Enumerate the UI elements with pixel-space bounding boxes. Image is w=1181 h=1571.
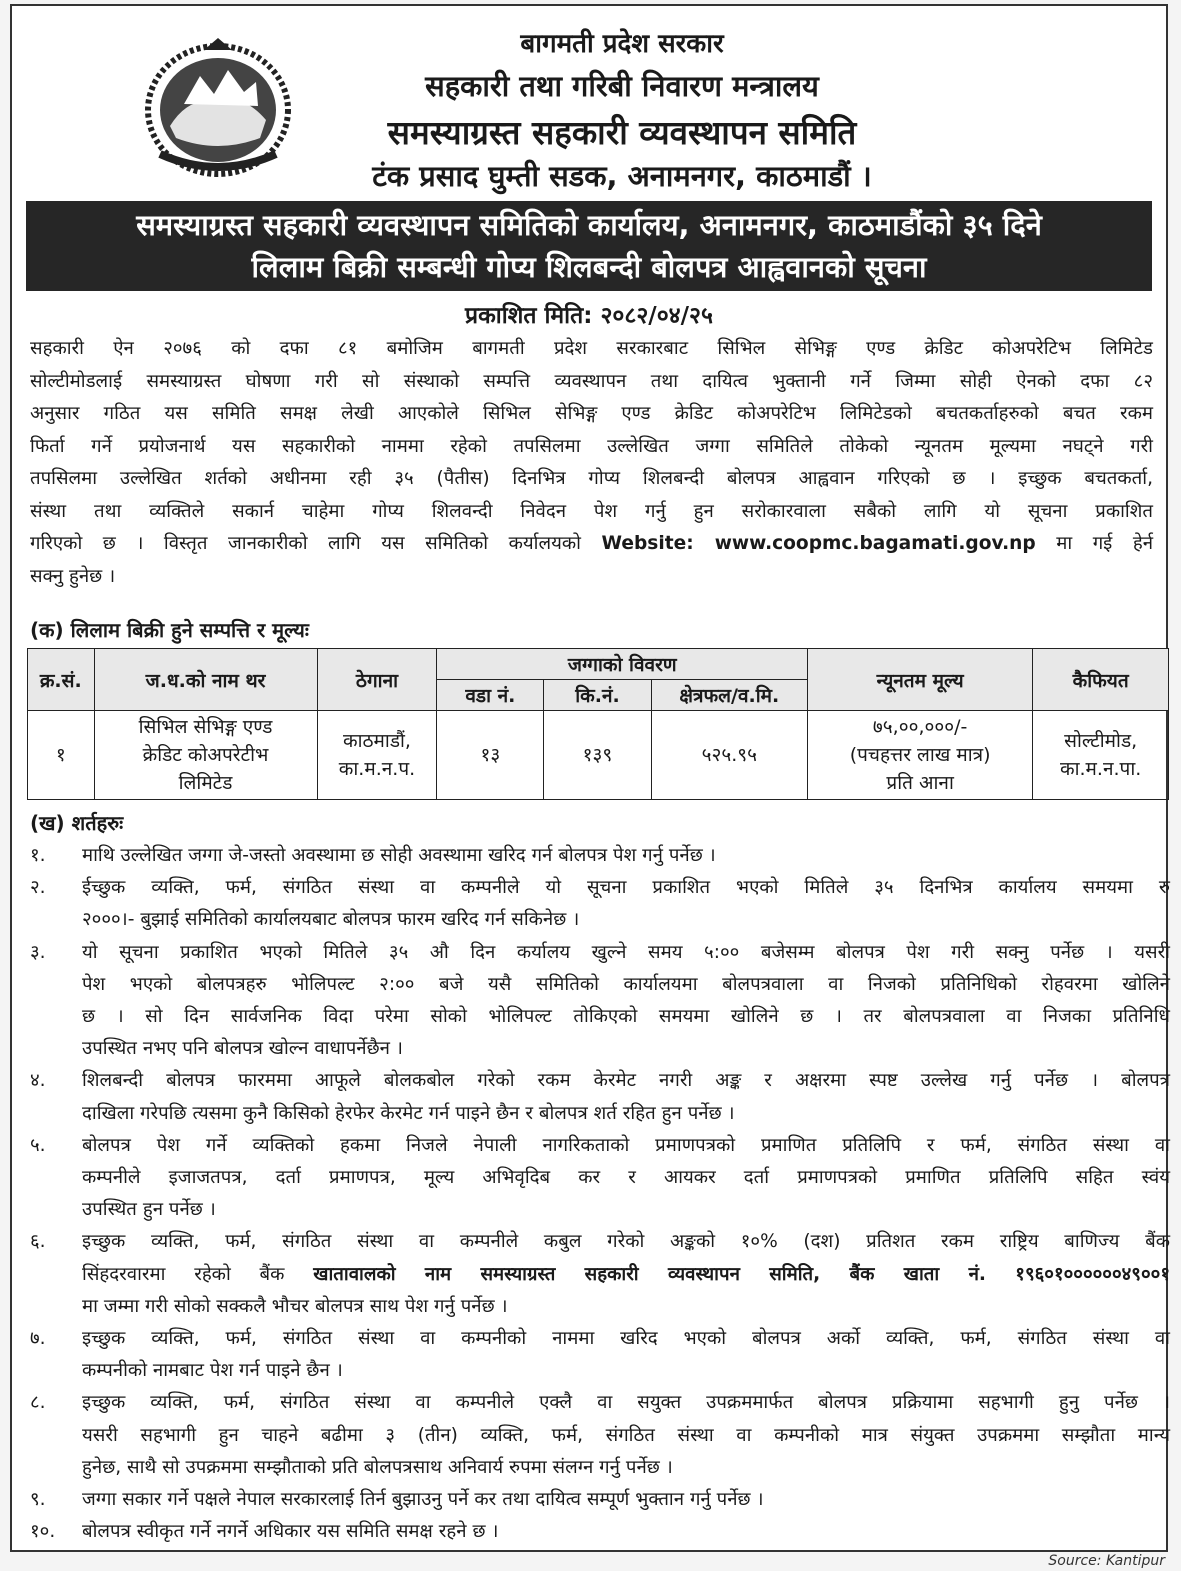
header-ministry: सहकारी तथा गरिबी निवारण मन्त्रालय xyxy=(425,69,819,103)
condition-text: सिंहदरवारमा रहेको बैंक xyxy=(82,1263,285,1285)
intro-paragraph xyxy=(30,333,1153,593)
condition-line: पेश भएको बोलपत्रहरु भोलिपल्ट २:०० बजे यसै समितिको कार्यालयमा बोलपत्रवाला वा निजको प्रतिनिधिको रोहवरमा खोलिने xyxy=(82,973,1170,995)
section-b-title: (ख) शर्तहरुः xyxy=(30,811,124,835)
condition-line: जग्गा सकार गर्ने पक्षले नेपाल सरकारलाई तिर्न बुझाउनु पर्ने कर तथा दायित्व सम्पूर्ण भुक्तान गर्नु पर्नेछ । xyxy=(82,1489,764,1511)
intro-line: फिर्ता गर्ने प्रयोजनार्थ यस सहकारीको नाममा रहेको तपसिलमा उल्लेखित जग्गा समितिले तोकेको न्यूनतम मूल्यमा नघट्ने गरी xyxy=(30,435,1153,457)
intro-line xyxy=(30,528,1153,561)
price-line: प्रति आना xyxy=(886,772,954,794)
cell-owner xyxy=(94,711,317,800)
intro-text: गरिएको छ । विस्तृत जानकारीको लागि यस समितिको कर्यालयको xyxy=(30,533,581,554)
section-a-title: (क) लिलाम बिक्री हुने सम्पत्ति र मूल्यः xyxy=(30,618,309,642)
list-item xyxy=(30,1065,1170,1129)
cell-area: ५२५.९५ xyxy=(651,711,807,800)
property-table xyxy=(27,648,1169,800)
list-item xyxy=(30,1323,1170,1387)
condition-line: मा जम्मा गरी सोको सक्कलै भौचर बोलपत्र साथ पेश गर्नु पर्नेछ । xyxy=(82,1295,508,1317)
th-kitta: कि.नं. xyxy=(544,680,651,711)
list-item xyxy=(30,1387,1170,1484)
address-line: का.म.न.प. xyxy=(338,758,416,780)
condition-line: कम्पनीले इजाजतपत्र, दर्ता प्रमाणपत्र, मूल्य अभिवृदिब कर र आयकर दर्ता प्रमाणपत्रको प्रमाणित प्रतिलिपि सहित स्वंय xyxy=(82,1167,1170,1189)
cell-ward: १३ xyxy=(437,711,544,800)
list-item xyxy=(30,840,1170,872)
cell-address xyxy=(317,711,437,800)
price-line: ७५,००,०००/- xyxy=(872,716,968,738)
condition-line: यो सूचना प्रकाशित भएको मितिले ३५ औ दिन कर्यालय खुल्ने समय ५:०० बजेसम्म बोलपत्र पेश गरी सक्नु पर्नेछ । यसरी xyxy=(82,941,1170,963)
bank-account-details: खातावालको नाम समस्याग्रस्त सहकारी व्यवस्थापन समिति, बैंक खाता नं. १९६०१००००००४९००१ xyxy=(313,1263,1170,1285)
th-area: क्षेत्रफल/व.मि. xyxy=(651,680,807,711)
condition-line: छ । सो दिन सार्वजनिक विदा परेमा सोको भोलिपल्ट तोकिएको समयमा खोलिने छ । तर बोलपत्रवाला वा निजका प्रतिनिधि xyxy=(82,1006,1170,1028)
owner-line: क्रेडिट कोअपरेटीभ xyxy=(142,744,269,766)
header-province: बागमती प्रदेश सरकार xyxy=(520,29,724,59)
condition-line: उपस्थित नभए पनि बोलपत्र खोल्न वाधापर्नेछैन । xyxy=(82,1038,403,1060)
source-credit: Source: Kantipur xyxy=(1048,1553,1165,1569)
conditions-list xyxy=(30,840,1170,1548)
cell-remarks xyxy=(1033,711,1169,800)
header-committee: समस्याग्रस्त सहकारी व्यवस्थापन समिति xyxy=(387,113,857,152)
remarks-line: का.म.न.पा. xyxy=(1060,758,1142,780)
condition-line: कम्पनीको नामबाट पेश गर्न पाइने छैन । xyxy=(82,1360,343,1382)
banner-line-2: लिलाम बिक्री सम्बन्धी गोप्य शिलबन्दी बोलपत्र आह्ववानको सूचना xyxy=(251,250,927,284)
condition-line: माथि उल्लेखित जग्गा जे-जस्तो अवस्थामा छ सोही अवस्थामा खरिद गर्न बोलपत्र पेश गर्नु पर्नेछ । xyxy=(82,845,716,866)
intro-line: सक्नु हुनेछ । xyxy=(30,565,116,587)
condition-line: बोलपत्र स्वीकृत गर्ने नगर्ने अधिकार यस समिति समक्ष रहने छ । xyxy=(82,1521,499,1543)
list-item xyxy=(30,1130,1170,1227)
banner-line-1: समस्याग्रस्त सहकारी व्यवस्थापन समितिको कार्यालय, अनामनगर, काठमाडौंको ३५ दिने xyxy=(136,208,1042,242)
cell-kitta: १३९ xyxy=(544,711,651,800)
published-date: प्रकाशित मिति: २०८२/०४/२५ xyxy=(465,303,713,329)
condition-line: यसरी सहभागी हुन चाहने बढीमा ३ (तीन) व्यक्ति, फर्म, संगठित संस्था वा कम्पनीको मात्र संयुक्त उपक्रममा सम्झौता मान्य xyxy=(82,1424,1170,1446)
condition-line: बोलपत्र पेश गर्ने व्यक्तिको हकमा निजले नेपाली नागरिकताको प्रमाणपत्रको प्रमाणित प्रतिलिपि र फर्म, संगठित संस्था वा xyxy=(82,1134,1170,1156)
list-item xyxy=(30,872,1170,936)
condition-line: २०००।- बुझाई समितिको कार्यालयबाट बोलपत्र फारम खरिद गर्न सकिनेछ । xyxy=(82,909,580,931)
condition-number: १०. xyxy=(30,1521,56,1543)
intro-line: संस्था तथा व्यक्तिले सकार्न चाहेमा गोप्य शिलवन्दी निवेदन पेश गर्नु हुन सरोकारवाला सबैको लागि यो सूचना प्रकाशित xyxy=(30,500,1153,522)
condition-number: ६. xyxy=(30,1231,46,1253)
th-sn: क्र.सं. xyxy=(28,649,95,711)
condition-line: हुनेछ, साथै सो उपक्रममा सम्झौताको प्रति बोलपत्रसाथ अनिवार्य रुपमा संलग्न गर्नु पर्नेछ । xyxy=(82,1456,673,1478)
intro-line: सहकारी ऐन २०७६ को दफा ८१ बमोजिम बागमती प्रदेश सरकारबाट सिभिल सेभिङ्ग एण्ड क्रेडिट कोअपरेटिभ लिमिटेड xyxy=(30,338,1153,359)
condition-number: २. xyxy=(30,877,46,899)
th-min-price: न्यूनतम मूल्य xyxy=(807,649,1032,711)
condition-number: ४. xyxy=(30,1070,46,1092)
intro-line: अनुसार गठित यस समिति समक्ष लेखी आएकोले सिभिल सेभिङ्ग एण्ड क्रेडिट कोअपरेटिभ लिमिटेडको बचतकर्ताहरुको बचत रकम xyxy=(30,403,1153,424)
notice-page xyxy=(10,4,1168,1552)
owner-line: लिमिटेड xyxy=(178,772,233,794)
th-ward: वडा नं. xyxy=(437,680,544,711)
cell-sn: १ xyxy=(28,711,95,800)
condition-number: १. xyxy=(30,845,46,866)
government-emblem-icon xyxy=(140,34,296,182)
intro-text: मा गई हेर्न xyxy=(1056,533,1154,554)
website-link[interactable]: Website: www.coopmc.bagamati.gov.np xyxy=(601,533,1036,554)
condition-line: ईच्छुक व्यक्ति, फर्म, संगठित संस्था वा कम्पनीले यो सूचना प्रकाशित भएको मितिले ३५ दिनभित्र कार्यालय समयमा रु xyxy=(82,877,1170,899)
intro-line: तपसिलमा उल्लेखित शर्तको अधीनमा रही ३५ (पैतीस) दिनभित्र गोप्य शिलबन्दी बोलपत्र आह्ववान गरिएको छ । इच्छुक बचतकर्ता, xyxy=(30,468,1153,489)
header-address: टंक प्रसाद घुम्ती सडक, अनामनगर, काठमाडौं । xyxy=(372,159,872,193)
intro-line: सोल्टीमोडलाई समस्याग्रस्त घोषणा गरी सो संस्थाको सम्पत्ति व्यवस्थापन तथा दायित्व भुक्तानी गर्ने जिम्मा सोही ऐनको दफा ८२ xyxy=(30,370,1153,392)
th-address: ठेगाना xyxy=(317,649,437,711)
cell-min-price xyxy=(807,711,1032,800)
condition-number: ३. xyxy=(30,941,46,963)
address-line: काठमाडौं, xyxy=(342,730,411,752)
list-item xyxy=(30,1484,1170,1516)
condition-number: ७. xyxy=(30,1328,46,1350)
condition-number: ५. xyxy=(30,1134,46,1156)
condition-line: इच्छुक व्यक्ति, फर्म, संगठित संस्था वा कम्पनीले कबुल गरेको अङ्कको १०% (दश) प्रतिशत रकम राष्ट्रिय बाणिज्य बैंक xyxy=(82,1231,1170,1253)
owner-line: सिभिल सेभिङ्ग एण्ड xyxy=(138,716,273,738)
list-item xyxy=(30,1516,1170,1548)
condition-line: इच्छुक व्यक्ति, फर्म, संगठित संस्था वा कम्पनीको नाममा खरिद भएको बोलपत्र अर्को व्यक्ति, फर्म, संगठित संस्था वा xyxy=(82,1328,1170,1350)
condition-line: उपस्थित हुन पर्नेछ । xyxy=(82,1199,216,1221)
notice-title-banner xyxy=(26,201,1152,291)
condition-number: ९. xyxy=(30,1489,46,1511)
remarks-line: सोल्टीमोड, xyxy=(1064,730,1138,752)
condition-line: दाखिला गरेपछि त्यसमा कुनै किसिको हेरफेर केरमेट गर्न पाइने छैन र बोलपत्र शर्त रहित हुन पर्नेछ । xyxy=(82,1102,735,1124)
list-item xyxy=(30,937,1170,1066)
th-owner: ज.ध.को नाम थर xyxy=(94,649,317,711)
condition-line: इच्छुक व्यक्ति, फर्म, संगठित संस्था वा कम्पनीले एक्लै वा सयुक्त उपक्रममार्फत बोलपत्र प्रक्रियामा सहभागी हुनु पर्नेछ । xyxy=(82,1392,1170,1414)
th-land-details: जग्गाको विवरण xyxy=(437,649,808,680)
price-line: (पचहत्तर लाख मात्र) xyxy=(849,744,991,766)
condition-number: ८. xyxy=(30,1392,46,1414)
condition-line xyxy=(82,1259,1170,1291)
th-remarks: कैफियत xyxy=(1033,649,1169,711)
table-row xyxy=(28,711,1169,800)
condition-line: शिलबन्दी बोलपत्र फारममा आफूले बोलकबोल गरेको रकम केरमेट नगरी अङ्क र अक्षरमा स्पष्ट उल्लेख गर्नु पर्नेछ । बोलपत्र xyxy=(82,1070,1170,1092)
list-item xyxy=(30,1226,1170,1323)
